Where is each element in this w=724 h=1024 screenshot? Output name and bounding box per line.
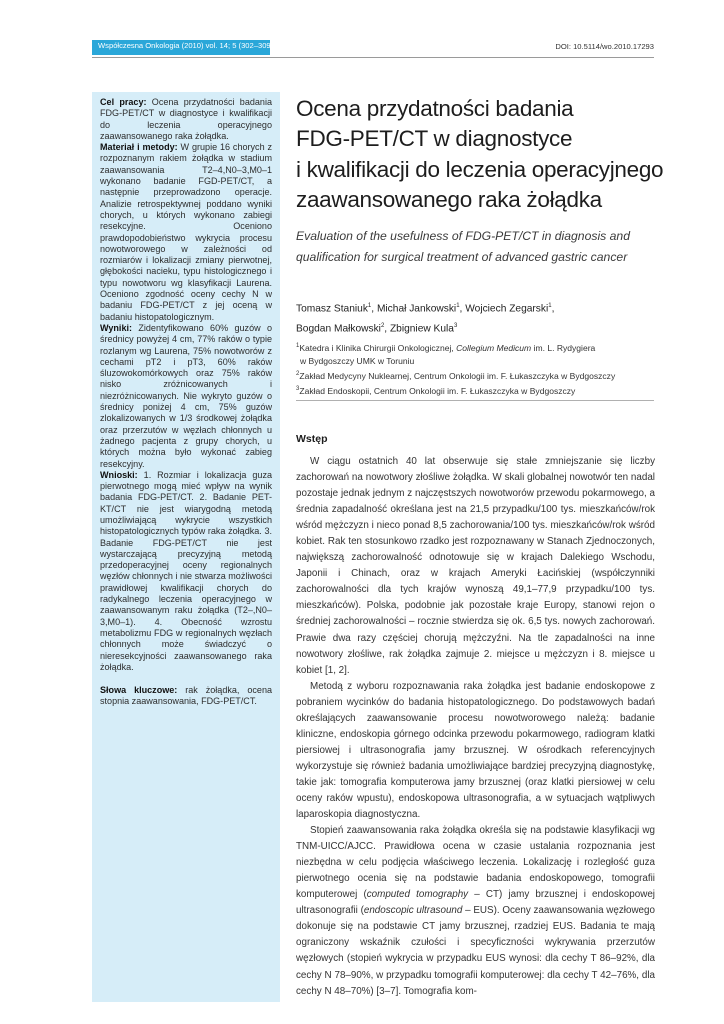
affiliation-mark: 1	[456, 303, 460, 309]
affiliation-text: im. L. Rydygiera	[531, 342, 596, 353]
affiliations	[296, 340, 676, 398]
subtitle-line: qualification for surgical treatment of advanced gastric cancer	[296, 249, 628, 264]
body-text	[296, 454, 655, 1000]
aim-text: Ocena przydatności badania FDG-PET/CT w diagnostyce i kwalifikacji do leczenia operacyjnego zaawansowanego raka żołądka.	[100, 97, 272, 141]
affiliation-mark: 3	[453, 322, 458, 329]
affiliation-text: Zakład Endoskopii, Centrum Onkologii im. F. Łukaszczyka w Bydgoszczy	[299, 385, 576, 396]
abstract-results	[100, 323, 272, 470]
text-run: Stopień zaawansowania raka żołądka określa się na podstawie klasyfikacji wg TNM-UICC/AJCC. Prawidłowa ocena w czasie ustalania rozpoznania jest niezbędna w celu podjęcia właściwego leczenia. Lokalizację i rozległość guza pierwotnego ocenia się na podstawie badania endoskopowego, tomografii komputerowej (	[296, 825, 655, 901]
author-name: Tomasz Staniuk	[296, 303, 368, 315]
affiliation-mark: 1	[296, 343, 300, 349]
affiliation-2	[296, 368, 676, 383]
abstract-methods	[100, 142, 272, 323]
affiliation-mark: 3	[296, 385, 300, 392]
author-name: Bogdan Małkowski	[296, 323, 381, 335]
author-name: Wojciech Zegarski	[465, 303, 549, 315]
affiliation-mark: 1	[548, 303, 552, 309]
results-label: Wyniki:	[100, 322, 133, 333]
affiliation-text: Zakład Medycyny Nuklearnej, Centrum Onkologii im. F. Łukaszczyka w Bydgoszczy	[299, 370, 616, 381]
english-title	[296, 226, 666, 267]
affiliation-mark: 1	[367, 303, 372, 309]
affiliation-mark: 2	[296, 370, 300, 377]
article-title	[296, 94, 676, 216]
affiliation-text: Katedra i Klinika Chirurgii Onkologicznej,	[299, 342, 457, 353]
doi-label: DOI: 10.5114/wo.2010.17293	[555, 42, 654, 51]
abstract-keywords	[100, 685, 272, 708]
keywords-text: rak żołądka, ocena stopnia zaawansowania, FDG-PET/CT.	[100, 685, 273, 707]
methods-label: Materiał i metody:	[100, 142, 178, 153]
abstract-aim	[100, 97, 272, 142]
section-heading: Wstęp	[296, 433, 328, 445]
author-name: Zbigniew Kula	[389, 323, 454, 335]
section-divider	[296, 400, 654, 401]
text-italic: computed tomography	[366, 889, 469, 901]
header-divider	[92, 57, 654, 58]
affiliation-mark: 2	[380, 322, 385, 329]
affiliation-3	[296, 383, 676, 398]
affiliation-1	[296, 340, 676, 355]
results-text: Zidentyfikowano 60% guzów o średnicy powyżej 4 cm, 77% raków o typie rozlanym wg Laurena, 75% nowotworów z cechami pT2 i pT3, 60% raków śluzowokomórkowych oraz 75% raków nisko zróżnicowanych i niezróżnicowanych. Nie wykryto guzów o średnicy poniżej 4 cm, 75% guzów zlokalizowanych w 1/3 środkowej żołądka oraz przerzutów w węzłach chłonnych u żadnego pacjenta z grupy chorych, u których można było wykonać zabieg resekcyjny.	[100, 322, 272, 469]
journal-citation: Współczesna Onkologia (2010) vol. 14; 5 (302–309)	[98, 41, 274, 50]
title-line: zaawansowanego raka żołądka	[296, 187, 602, 213]
conclusions-text: 1. Rozmiar i lokalizacja guza pierwotnego mogą mieć wpływ na wynik badania FDG-PET/CT. 2. Badanie PET-KT/CT nie jest wiarygodną metodą umożliwiającą wykrycie wszystkich histopatologicznych typów raka żołądka. 3. Badanie FDG-PET/CT nie jest wystarczającą precyzyjną metodą przedoperacyjnej oceny regionalnych węzłów chłonnych i nie stwarza możliwości prawidłowej kwalifikacji chorych do radykalnego leczenia operacyjnego w zaawansowanym raku żołądka (T2–,N0–3,M0–1). 4. Obecność wzrostu metabolizmu FDG w regionalnych węzłach chłonnych może świadczyć o nieresekcyjności zaawansowanego raka żołądka.	[100, 469, 272, 672]
title-line: Ocena przydatności badania	[296, 96, 574, 121]
affiliation-1-line2: w Bydgoszczy UMK w Toruniu	[300, 355, 415, 366]
abstract-conclusions	[100, 470, 272, 673]
author-name: Michał Jankowski	[376, 303, 457, 315]
author-list: Tomasz Staniuk$^1$, Michał Jankowski$^1$, Wojciech Zegarski$^1$, Bogdan Małkowski$^2$, Zbigniew Kula$^3$	[296, 303, 555, 335]
text-run: – CT) jamy brzusznej i endoskopowej ultrasonografii (	[296, 889, 655, 917]
paragraph	[296, 823, 655, 1000]
affiliation-italic: Collegium Medicum	[456, 342, 532, 353]
aim-label: Cel pracy:	[100, 97, 147, 107]
paragraph: W ciągu ostatnich 40 lat obserwuje się stałe zmniejszanie się liczby zachorowań na nowotwory złośliwe żołądka. W skali globalnej nowotwór ten nadal pozostaje jednak jednym z najczęstszych nowotworów przewodu pokarmowego, a średnia zapadalność określana jest na 21,5 przypadku/100 tys. mieszkańców/rok wśród mężczyzn i nieco ponad 8,5 zachorowania/100 tys. mieszkańców/rok wśród kobiet. Rak ten stosunkowo rzadko jest rozpoznawany w Stanach Zjednoczonych, największą zachorowalność odnotowuje się w krajach Dalekiego Wschodu, Japonii i Chinach, oraz w krajach Ameryki Łacińskiej (współczynniki zachorowalności dla tych krajów wynoszą 49,1–77,9 przypadku/100 tys. mieszkańców). Polska, podobnie jak pozostałe kraje Europy, stanowi rejon o średniej zachorowalności – rocznie stwierdza się ok. 6,5 tys. nowych zachorowań. Prawie dwa razy częściej chorują mężczyźni. Na tle zapadalności na inne nowotwory złośliwe, rak żołądka zajmuje 2. miejsce u mężczyzn i 8. miejsce u kobiet [1, 2].	[296, 456, 655, 676]
subtitle-line: Evaluation of the usefulness of FDG-PET/CT in diagnosis and	[296, 229, 630, 243]
keywords-label: Słowa kluczowe:	[100, 685, 178, 696]
methods-text: W grupie 16 chorych z rozpoznanym rakiem żołądka w stadium zaawansowania T2–4,N0–3,M0–1 wykonano badanie FGD-PET/CT, a następnie przeprowadzono operacje. Analizie retrospektywnej poddano wyniki chorych, u których wykonano zabiegi resekcyjne. Oceniono prawdopodobieństwo wykrycia procesu nowotworowego w zależności od rozmiarów i lokalizacji zmiany pierwotnej, głębokości nacieku, typu histologicznego i typu nowotworu wg klasyfikacji Laurena. Oceniono zgodność oceny cechy N w badaniu FDG-PET/CT z jej oceną w badaniu histopatologicznym.	[100, 142, 273, 322]
text-run: – EUS). Oceny zaawansowania węzłowego dokonuje się na podstawie CT jamy brzusznej, rzadziej EUS. Badania te mają ograniczony wskaźnik czułości i specyficzności wykrywania przerzutów węzłowych (stopień wykrycia w przypadku EUS wynosi: dla cechy T 86–92%, dla cechy N 78–90%, w przypadku tomografii komputerowej: dla cechy T 42–76%, dla cechy N 48–70%) [3–7]. Tomografia kom-	[296, 905, 655, 997]
abstract-text	[100, 97, 272, 708]
title-line: i kwalifikacji do leczenia operacyjnego	[296, 156, 664, 182]
conclusions-label: Wnioski:	[100, 469, 138, 480]
title-line: FDG-PET/CT w diagnostyce	[296, 126, 573, 152]
paragraph: Metodą z wyboru rozpoznawania raka żołądka jest badanie endoskopowe z pobraniem wycinków do badania histopatologicznego. Do podstawowych badań określających zaawansowanie procesu nowotworowego należą: badanie kliniczne, endoskopia górnego odcinka przewodu pokarmowego, radiogram klatki piersiowej i ultrasonografia jamy brzusznej. W ośrodkach referencyjnych wykorzystuje się również badania umożliwiające bardziej precyzyjną diagnostykę, takie jak: tomografia komputerowa jamy brzusznej (oraz klatki piersiowej w celu oceny raków wpustu), endoskopowa ultrasonografia, a w sytuacjach wątpliwych laparoskopia diagnostyczna.	[296, 680, 655, 821]
text-italic: endoscopic ultrasound	[363, 905, 463, 917]
